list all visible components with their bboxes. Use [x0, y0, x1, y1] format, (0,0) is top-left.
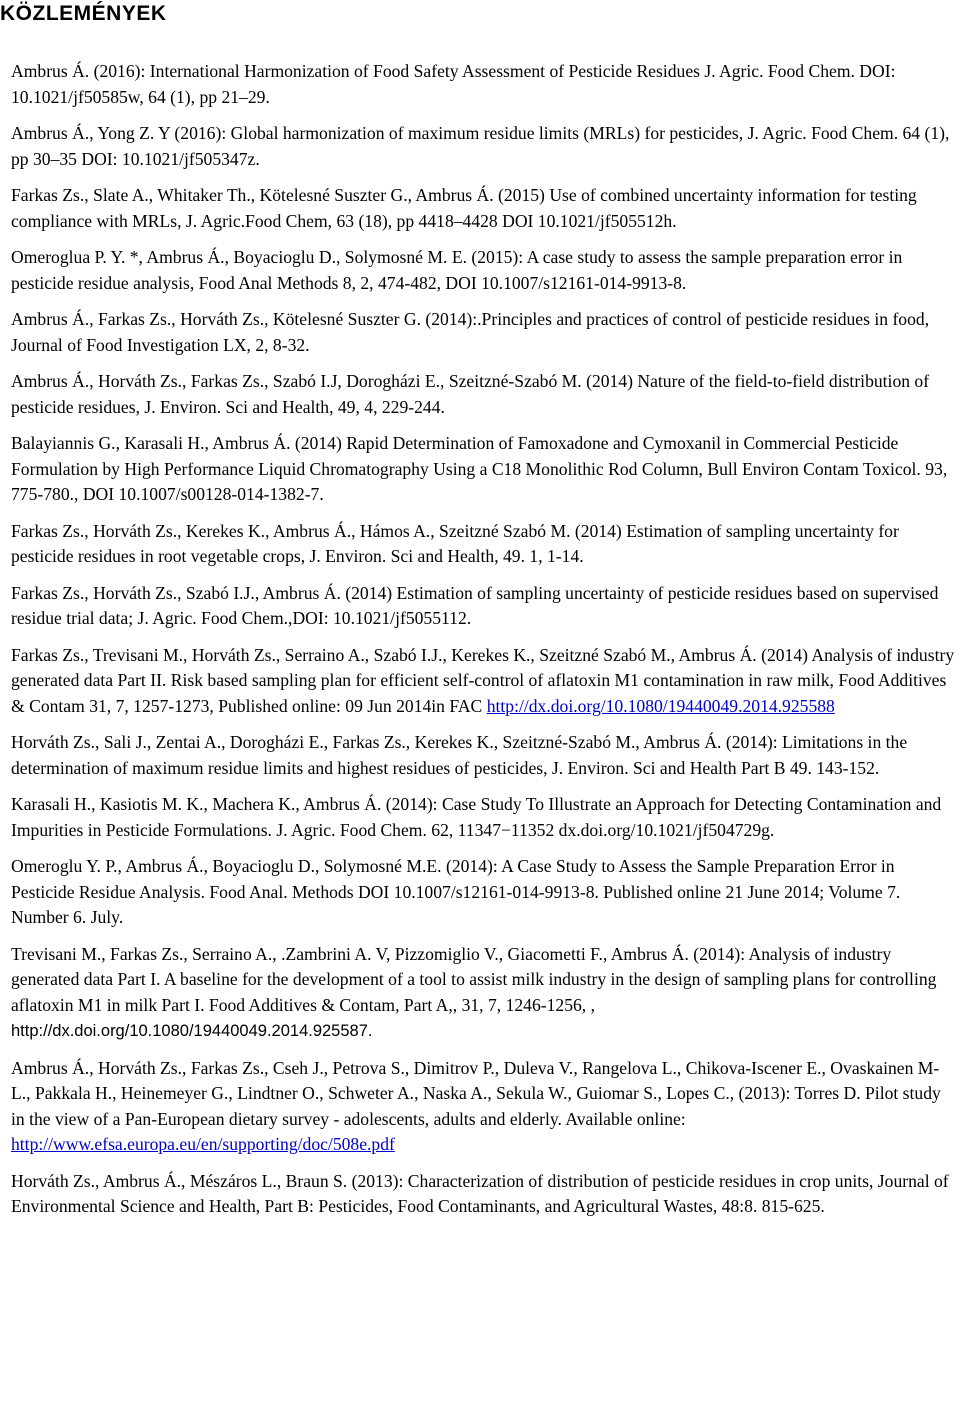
reference-text: Horváth Zs., Ambrus Á., Mészáros L., Braun S. (2013): Characterization of distribution of pesticide residues in crop units, Journal of Environmental Science and Health, Part B: Pesticides, Food Contaminants, and Agricultural Wastes, 48:8. 815-625. [11, 1170, 949, 1216]
reference-entry [11, 792, 956, 843]
reference-entry [11, 643, 956, 720]
reference-entry [11, 519, 956, 570]
reference-entry [11, 730, 956, 781]
reference-text: Karasali H., Kasiotis M. K., Machera K., Ambrus Á. (2014): Case Study To Illustrate an Approach for Detecting Contamination and Impurities in Pesticide Formulations. J. Agric. Food Chem. 62, 11347−11352 dx.doi.org/10.1021/jf504729g. [11, 794, 942, 840]
reference-text: Farkas Zs., Horváth Zs., Kerekes K., Ambrus Á., Hámos A., Szeitzné Szabó M. (2014) Estimation of sampling uncertainty for pesticide residues in root vegetable crops, J. Environ. Sci and Health, 49. 1, 1-14. [11, 520, 899, 566]
reference-entry [11, 581, 956, 632]
reference-entry [11, 307, 956, 358]
reference-text: Horváth Zs., Sali J., Zentai A., Dorogházi E., Farkas Zs., Kerekes K., Szeitzné-Szabó M., Ambrus Á. (2014): Limitations in the determination of maximum residue limits and highest residues of pesticides, J. Environ. Sci and Health Part B 49. 143-152. [11, 732, 908, 778]
reference-text: Ambrus Á., Horváth Zs., Farkas Zs., Cseh J., Petrova S., Dimitrov P., Duleva V., Rangelova L., Chikova-Iscener E., Ovaskainen M-L., Pakkala H., Heinemeyer G., Lindtner O., Schweter A., Naska A., Sekula W., Guiomar S., Lopes C., (2013): Torres D. Pilot study in the view of a Pan-European dietary survey - adolescents, adults and elderly. Available online: [11, 1057, 941, 1129]
section-heading: KÖZLEMÉNYEK [0, 2, 167, 25]
reference-text: Omeroglu Y. P., Ambrus Á., Boyacioglu D., Solymosné M.E. (2014): A Case Study to Assess the Sample Preparation Error in Pesticide Residue Analysis. Food Anal. Methods DOI 10.1007/s12161-014-9913-8. Published online 21 June 2014; Volume 7. Number 6. July. [11, 856, 901, 927]
reference-entry [11, 942, 956, 1045]
reference-entry [11, 121, 956, 172]
reference-text: Farkas Zs., Trevisani M., Horváth Zs., Serraino A., Szabó I.J., Kerekes K., Szeitzné Szabó M., Ambrus Á. (2014) Analysis of industry generated data Part II. Risk based sampling plan for efficient self-control of aflatoxin M1 contamination in raw milk, Food Additives & Contam 31, 7, 1257-1273, Published online: 09 Jun 2014in FAC [11, 644, 955, 716]
reference-text: Farkas Zs., Slate A., Whitaker Th., Kötelesné Suszter G., Ambrus Á. (2015) Use of combined uncertainty information for testing compliance with MRLs, J. Agric.Food Chem, 63 (18), pp 4418–4428 DOI 10.1021/jf505512h. [11, 185, 917, 231]
reference-entry [11, 369, 956, 420]
reference-entry [11, 245, 956, 296]
reference-entry [11, 1056, 956, 1158]
reference-text: Trevisani M., Farkas Zs., Serraino A., .Zambrini A. V, Pizzomiglio V., Giacometti F., Ambrus Á. (2014): Analysis of industry generated data Part I. A baseline for the development of a tool to assist milk industry in the design of sampling plans for controlling aflatoxin M1 in milk Part I. Food Additives & Contam, Part A,, 31, 7, 1246-1256, , [11, 943, 937, 1015]
reference-url-text: http://dx.doi.org/10.1080/19440049.2014.925587. [11, 1022, 373, 1040]
reference-entry [11, 854, 956, 931]
reference-entry [11, 183, 956, 234]
reference-link[interactable]: http://www.efsa.europa.eu/en/supporting/doc/508e.pdf [11, 1134, 395, 1154]
reference-text: Omeroglua P. Y. *, Ambrus Á., Boyacioglu D., Solymosné M. E. (2015): A case study to assess the sample preparation error in pesticide residue analysis, Food Anal Methods 8, 2, 474-482, DOI 10.1007/s12161-014-9913-8. [11, 247, 903, 293]
reference-list [11, 59, 956, 1231]
reference-entry [11, 431, 956, 508]
reference-text: Ambrus Á., Yong Z. Y (2016): Global harmonization of maximum residue limits (MRLs) for pesticides, J. Agric. Food Chem. 64 (1), pp 30–35 DOI: 10.1021/jf505347z. [11, 123, 950, 169]
reference-text: Ambrus Á. (2016): International Harmonization of Food Safety Assessment of Pesticide Residues J. Agric. Food Chem. DOI: 10.1021/jf50585w, 64 (1), pp 21–29. [11, 61, 896, 107]
reference-link[interactable]: http://dx.doi.org/10.1080/19440049.2014.925588 [486, 695, 835, 716]
reference-text: Balayiannis G., Karasali H., Ambrus Á. (2014) Rapid Determination of Famoxadone and Cymoxanil in Commercial Pesticide Formulation by High Performance Liquid Chromatography Using a C18 Monolithic Rod Column, Bull Environ Contam Toxicol. 93, 775-780., DOI 10.1007/s00128-014-1382-7. [11, 433, 948, 504]
reference-text: Ambrus Á., Farkas Zs., Horváth Zs., Kötelesné Suszter G. (2014):.Principles and practices of control of pesticide residues in food, Journal of Food Investigation LX, 2, 8-32. [11, 309, 930, 355]
reference-entry [11, 1169, 956, 1220]
reference-text: Ambrus Á., Horváth Zs., Farkas Zs., Szabó I.J, Dorogházi E., Szeitzné-Szabó M. (2014) Nature of the field-to-field distribution of pesticide residues, J. Environ. Sci and Health, 49, 4, 229-244. [11, 371, 930, 417]
reference-entry [11, 59, 956, 110]
reference-text: Farkas Zs., Horváth Zs., Szabó I.J., Ambrus Á. (2014) Estimation of sampling uncertainty of pesticide residues based on supervised residue trial data; J. Agric. Food Chem.,DOI: 10.1021/jf5055112. [11, 582, 939, 628]
